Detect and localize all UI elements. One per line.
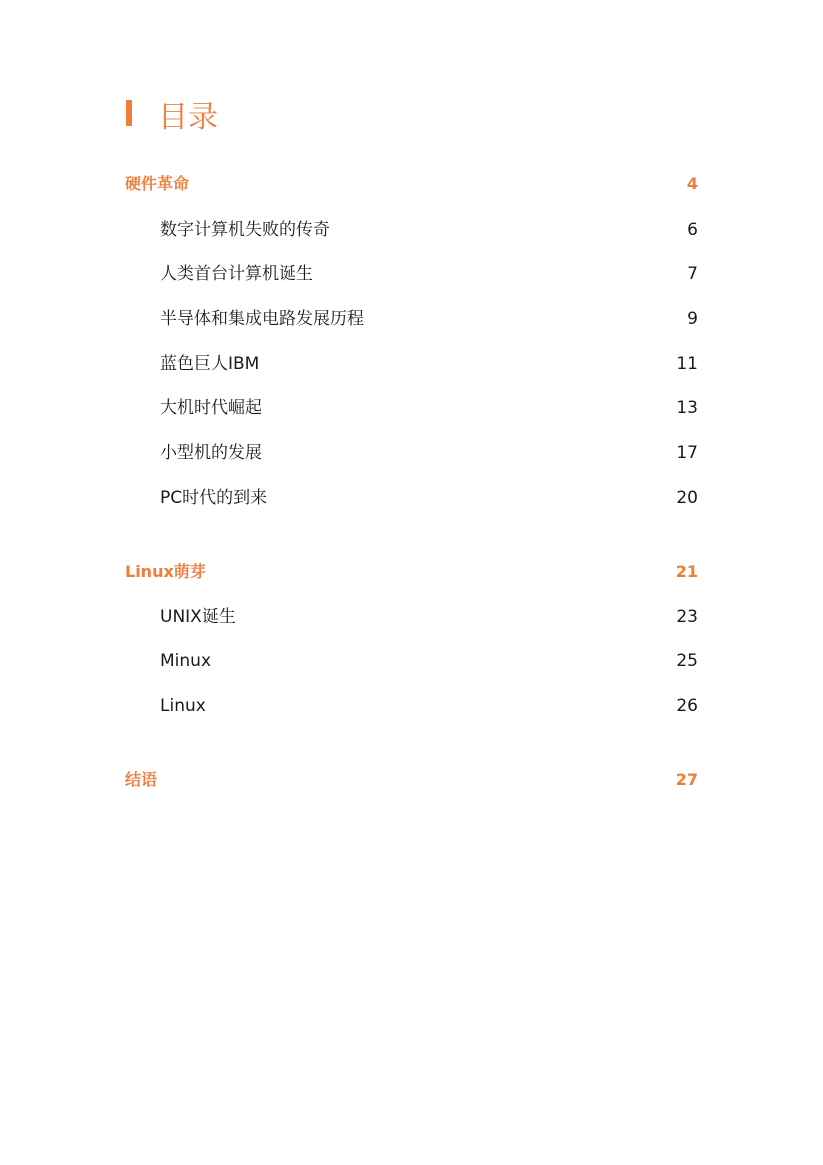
toc-section-page: 4 bbox=[686, 174, 698, 193]
toc-entry-title: 蓝色巨人IBM bbox=[160, 354, 260, 374]
title-accent-bar bbox=[126, 100, 132, 126]
toc-entry-page: 11 bbox=[676, 354, 698, 374]
toc-entry-page: 17 bbox=[676, 443, 698, 463]
toc-entry-title: Minux bbox=[160, 651, 211, 671]
toc-entry[interactable] bbox=[125, 648, 698, 674]
toc-entry-title: 数字计算机失败的传奇 bbox=[160, 220, 330, 240]
toc-entry-page: 9 bbox=[687, 309, 698, 329]
toc-entry-title: 半导体和集成电路发展历程 bbox=[160, 309, 364, 329]
toc-entry-page: 13 bbox=[676, 398, 698, 418]
toc-entry-page: 20 bbox=[676, 488, 698, 508]
toc-entry-page: 26 bbox=[676, 696, 698, 716]
toc-entry[interactable] bbox=[125, 604, 698, 630]
toc-entry[interactable] bbox=[125, 485, 698, 511]
toc-entry-page: 23 bbox=[676, 607, 698, 627]
toc-entry[interactable] bbox=[125, 440, 698, 466]
toc-entry-page: 7 bbox=[687, 264, 698, 284]
toc-entry-title: 小型机的发展 bbox=[160, 443, 262, 463]
toc-section-linux[interactable] bbox=[125, 559, 698, 585]
toc-section-page: 27 bbox=[675, 770, 698, 789]
toc-entry[interactable] bbox=[125, 693, 698, 719]
toc-section-title: 结语 bbox=[125, 770, 158, 789]
toc-section-title: Linux萌芽 bbox=[125, 562, 206, 581]
toc-section-hardware[interactable] bbox=[125, 171, 698, 197]
toc-entry-title: Linux bbox=[160, 696, 206, 716]
page-title: 目录 bbox=[158, 100, 218, 135]
toc-entry-title: UNIX诞生 bbox=[160, 607, 236, 627]
toc-header bbox=[126, 98, 426, 138]
toc-entry[interactable] bbox=[125, 261, 698, 287]
toc-entry[interactable] bbox=[125, 351, 698, 377]
toc-entry-title: 大机时代崛起 bbox=[160, 398, 262, 418]
toc-section-title: 硬件革命 bbox=[125, 174, 190, 193]
toc-entry-page: 25 bbox=[676, 651, 698, 671]
toc-section-page: 21 bbox=[675, 562, 698, 581]
toc-entry[interactable] bbox=[125, 217, 698, 243]
toc-entry-page: 6 bbox=[687, 220, 698, 240]
toc-entry-title: PC时代的到来 bbox=[160, 488, 268, 508]
toc-entry-title: 人类首台计算机诞生 bbox=[160, 264, 313, 284]
toc-section-conclusion[interactable] bbox=[125, 767, 698, 793]
toc-entry[interactable] bbox=[125, 395, 698, 421]
toc-entry[interactable] bbox=[125, 306, 698, 332]
